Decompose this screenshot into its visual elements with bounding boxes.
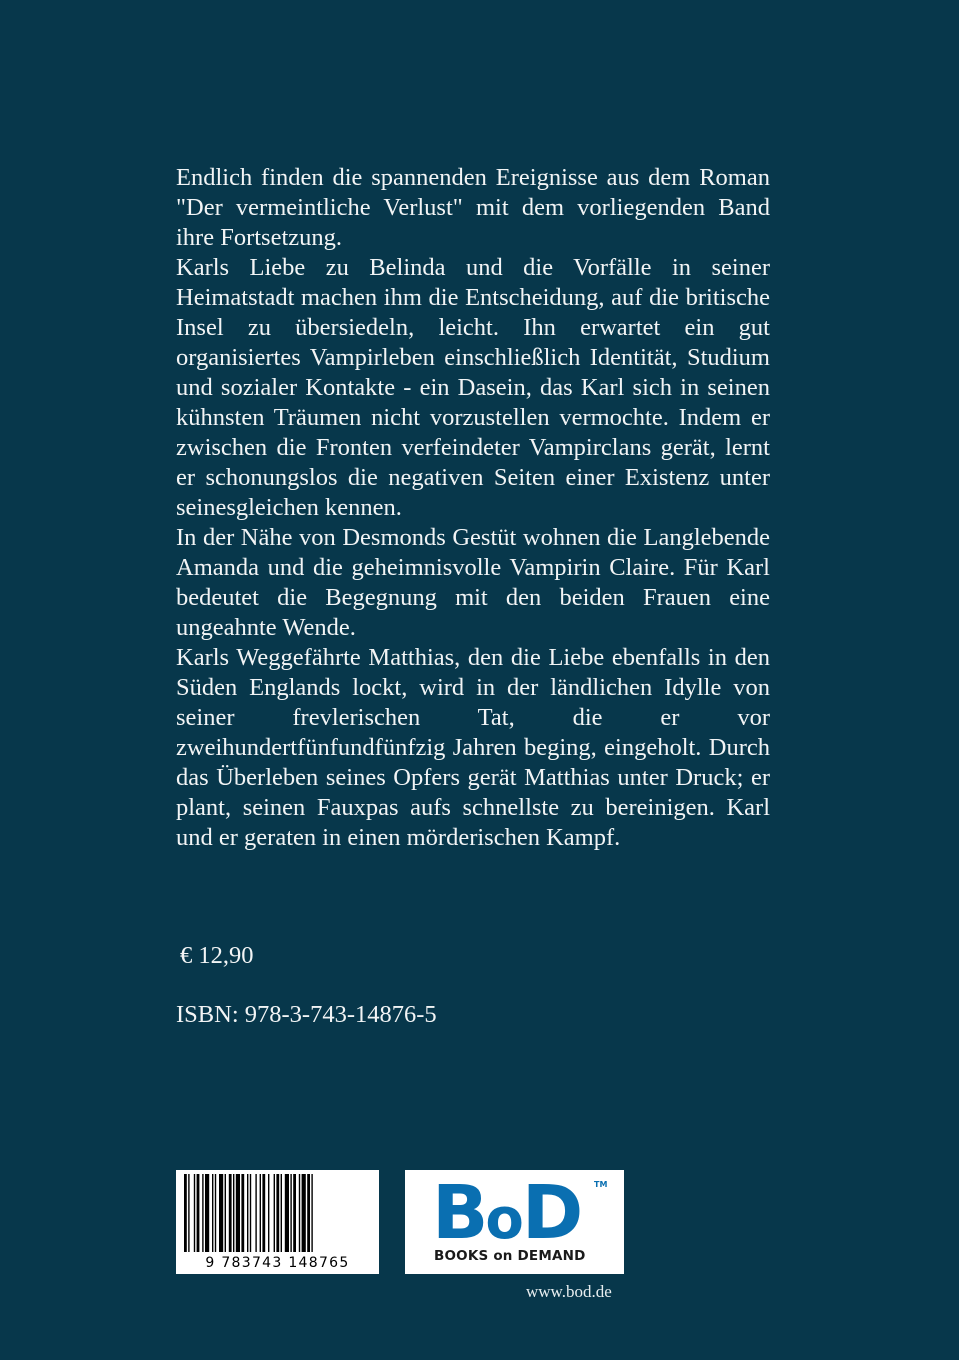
barcode-bar [194, 1174, 195, 1252]
logo-tagline: BOOKS on DEMAND [434, 1248, 586, 1264]
barcode-bar [202, 1174, 203, 1252]
barcode-bar [299, 1174, 300, 1252]
barcode-bar [247, 1174, 248, 1252]
barcode-bar [225, 1174, 226, 1252]
blurb-paragraph-2: Karls Liebe zu Belinda und die Vorfälle in seiner Heimatstadt machen ihm die Entscheidung, auf die britische Insel zu übersiedeln, leicht. Ihn erwartet ein gut organisiertes Vampirleben einschließlich Identität, Studium und sozialer Kontakte - ein Dasein, das Karl sich in seinen kühnsten Träumen nicht vorzustellen vermochte. Indem er zwischen die Fronten verfeindeter Vampirclans gerät, lernt er schonungslos die negativen Seiten einer Existenz unter seinesgleichen kennen. [176, 254, 770, 521]
barcode-bar [233, 1174, 234, 1252]
barcode-digits: 9 783743 148765 [205, 1255, 350, 1271]
blurb-paragraph-3: In der Nähe von Desmonds Gestüt wohnen die Langlebende Amanda und die geheimnisvolle Vampirin Claire. Für Karl bedeutet die Begegnung mit den beiden Frauen eine ungeahnte Wende. [176, 524, 770, 641]
barcode-bar [293, 1174, 296, 1252]
blurb-paragraph-4: Karls Weggefährte Matthias, den die Liebe ebenfalls in den Süden Englands lockt, wird in der ländlichen Idylle von seiner frevlerischen Tat, die er vor zweihundertfünfundfünfzig Jahren beging, eingeholt. Durch das Überleben seines Opfers gerät Matthias unter Druck; er plant, seinen Fauxpas aufs schnellste zu bereinigen. Karl und er geraten in einen mörderischen Kampf. [176, 644, 770, 851]
barcode-bar [260, 1174, 261, 1252]
barcode-bar [205, 1174, 209, 1252]
barcode-bar [250, 1174, 251, 1252]
barcode-bar [302, 1174, 306, 1252]
barcode-bar [188, 1174, 189, 1252]
publisher-logo [405, 1170, 624, 1274]
barcode-bar [274, 1174, 275, 1252]
isbn-barcode [176, 1170, 379, 1274]
barcode-bar [184, 1174, 187, 1252]
barcode-bars [176, 1170, 379, 1254]
barcode-bar [197, 1174, 200, 1252]
barcode-bar [281, 1174, 282, 1252]
barcode-bar [229, 1174, 232, 1252]
back-cover-blurb [176, 163, 770, 853]
trademark-symbol: TM [594, 1180, 608, 1189]
barcode-bar [290, 1174, 291, 1252]
publisher-website: www.bod.de [526, 1282, 612, 1301]
barcode-bar [241, 1174, 244, 1252]
barcode-bar [255, 1174, 256, 1252]
barcode-bar [219, 1174, 223, 1252]
barcode-bar [285, 1174, 289, 1252]
barcode-bar [262, 1174, 265, 1252]
barcode-bar [307, 1174, 310, 1252]
price-label: € 12,90 [180, 942, 254, 969]
barcode-bar [311, 1174, 312, 1252]
logo-letter-o: o [485, 1187, 522, 1252]
barcode-bar [268, 1174, 269, 1252]
barcode-bar [215, 1174, 216, 1252]
barcode-bar [276, 1174, 279, 1252]
logo-letter-d: D [521, 1170, 581, 1256]
blurb-paragraph-1: Endlich finden die spannenden Ereignisse aus dem Roman "Der vermeintliche Verlust" mit dem vorliegenden Band ihre Fortsetzung. [176, 164, 770, 251]
isbn-label: ISBN: 978-3-743-14876-5 [176, 1001, 437, 1028]
barcode-bar [212, 1174, 213, 1252]
barcode-bar [236, 1174, 240, 1252]
logo-letter-b: B [432, 1170, 486, 1256]
